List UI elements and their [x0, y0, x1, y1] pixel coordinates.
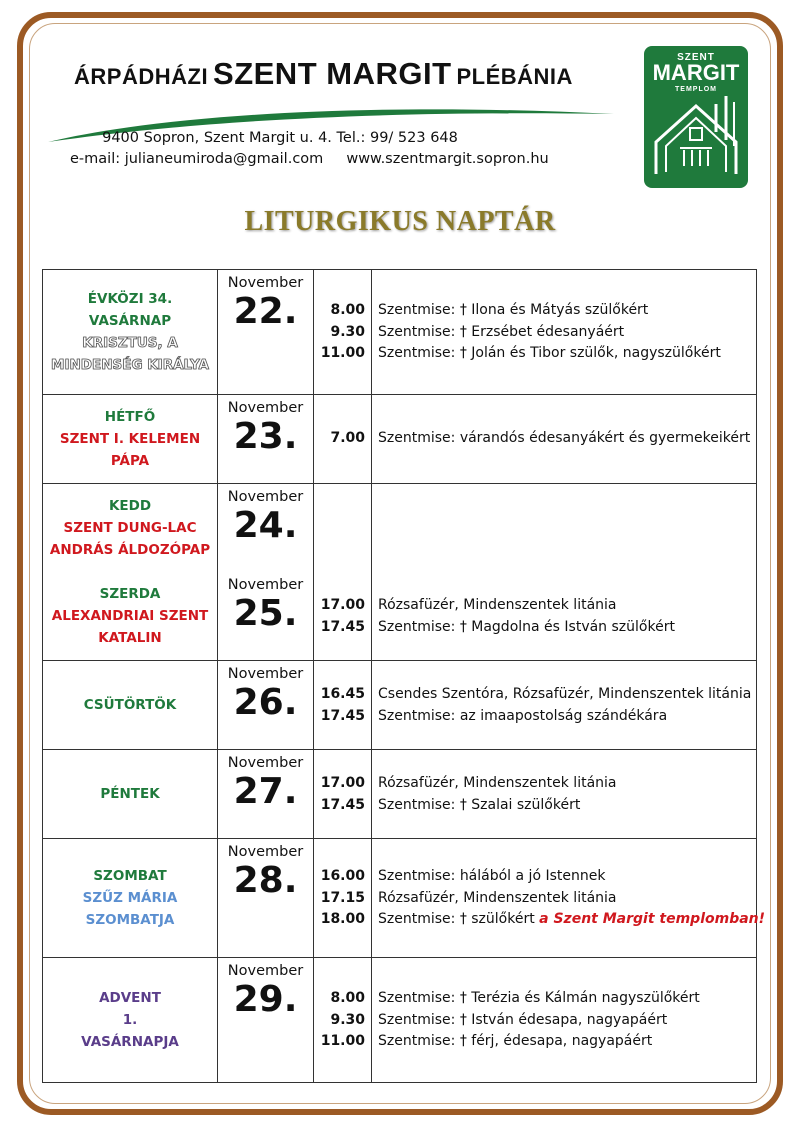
event-time: 16.00	[320, 868, 365, 884]
event-text: Csendes Szentóra, Rózsafüzér, Mindenszentek litánia	[378, 686, 752, 702]
event-cell	[372, 484, 757, 573]
event-text: Szentmise: † szülőkért	[378, 911, 535, 927]
event-text: Szentmise: † Jolán és Tibor szülők, nagyszülőkért	[378, 345, 721, 361]
month-label: November	[227, 489, 304, 505]
event-item	[372, 343, 756, 365]
calendar-row	[43, 661, 757, 750]
event-item	[372, 595, 756, 617]
event-time: 8.00	[330, 302, 365, 318]
event-cell	[372, 572, 757, 661]
event-time: 18.00	[320, 911, 365, 927]
day-name-line: MINDENSÉG KIRÁLYA	[51, 357, 209, 373]
event-text: Szentmise: † férj, édesapa, nagyapáért	[378, 1033, 653, 1049]
church-icon	[644, 46, 748, 188]
month-label: November	[227, 577, 304, 593]
day-name-line: ALEXANDRIAI SZENT	[51, 608, 209, 624]
event-item	[372, 1010, 756, 1032]
calendar-row	[43, 958, 757, 1083]
event-text: Rózsafüzér, Mindenszentek litánia	[378, 597, 617, 613]
date-cell	[218, 572, 314, 661]
parish-address: 9400 Sopron, Szent Margit u. 4. Tel.: 99/ 523 648	[102, 130, 458, 146]
date-cell	[218, 270, 314, 395]
event-time: 11.00	[320, 1033, 365, 1049]
event-time: 7.00	[330, 430, 365, 446]
calendar-row	[43, 395, 757, 484]
day-number: 27.	[233, 771, 298, 812]
day-name-cell	[43, 958, 218, 1083]
event-cell	[372, 750, 757, 839]
day-name-cell	[43, 484, 218, 573]
day-name-line: VASÁRNAPJA	[81, 1034, 179, 1050]
event-time: 17.00	[320, 597, 365, 613]
day-name-line: ANDRÁS ÁLDOZÓPAP	[49, 542, 211, 558]
date-cell	[218, 839, 314, 958]
event-cell	[372, 839, 766, 958]
event-text: Szentmise: † Terézia és Kálmán nagyszülőkért	[378, 990, 700, 1006]
logo-text-templom: TEMPLOM	[675, 86, 717, 93]
event-text: Szentmise: † Szalai szülőkért	[378, 796, 581, 813]
event-text: Szentmise: † Magdolna és István szülőkért	[378, 618, 675, 635]
event-text: Szentmise: † Ilona és Mátyás szülőkért	[378, 302, 649, 318]
calendar-row	[43, 839, 757, 958]
date-cell	[218, 958, 314, 1083]
day-name-cell	[43, 661, 218, 750]
event-time: 17.45	[320, 618, 365, 635]
day-number: 29.	[233, 979, 298, 1020]
month-label: November	[227, 400, 304, 416]
title-prefix: ÁRPÁDHÁZI	[74, 64, 209, 89]
event-time: 16.45	[320, 686, 365, 702]
event-cell	[372, 395, 757, 484]
event-time: 9.30	[330, 1011, 365, 1028]
month-label: November	[227, 963, 304, 979]
time-cell	[314, 484, 372, 573]
event-item	[372, 300, 756, 322]
event-text: Rózsafüzér, Mindenszentek litánia	[378, 889, 617, 906]
event-text: Rózsafüzér, Mindenszentek litánia	[378, 775, 617, 791]
day-name-line: 1.	[122, 1012, 138, 1028]
day-number: 28.	[233, 860, 298, 901]
event-item	[372, 706, 756, 728]
day-number: 22.	[233, 291, 298, 332]
day-name-line: SZERDA	[99, 586, 161, 602]
logo-text-szent: SZENT	[677, 52, 715, 63]
event-item	[372, 322, 756, 344]
day-name-cell	[43, 395, 218, 484]
calendar-row	[43, 270, 757, 395]
time-cell	[314, 839, 372, 958]
time-cell	[314, 661, 372, 750]
event-item	[372, 428, 756, 450]
event-time: 17.45	[320, 796, 365, 813]
date-cell	[218, 395, 314, 484]
date-cell	[218, 484, 314, 573]
day-name-line: HÉTFŐ	[104, 409, 156, 425]
event-item	[372, 795, 756, 817]
day-name-line: ÉVKÖZI 34.	[87, 291, 173, 307]
event-time: 11.00	[320, 345, 365, 361]
event-time: 8.00	[330, 990, 365, 1006]
day-name-cell	[43, 270, 218, 395]
event-text: Szentmise: várandós édesanyákért és gyermekeikért	[378, 430, 751, 446]
time-cell	[314, 270, 372, 395]
event-text: Szentmise: † Erzsébet édesanyáért	[378, 323, 625, 340]
time-cell	[314, 750, 372, 839]
day-number: 26.	[233, 682, 298, 723]
event-text: Szentmise: † István édesapa, nagyapáért	[378, 1011, 668, 1028]
calendar-row	[43, 750, 757, 839]
day-name-line: SZOMBATJA	[85, 912, 175, 928]
time-cell	[314, 958, 372, 1083]
parish-title	[74, 56, 573, 92]
date-cell	[218, 661, 314, 750]
month-label: November	[227, 666, 304, 682]
event-item	[372, 988, 756, 1010]
day-name-line: KEDD	[108, 498, 152, 514]
day-name-line: SZENT DUNG-LAC	[63, 520, 197, 536]
event-time: 17.45	[320, 707, 365, 724]
event-cell	[372, 958, 757, 1083]
day-number: 23.	[233, 416, 298, 457]
event-item	[372, 773, 756, 795]
month-label: November	[227, 844, 304, 860]
event-item	[372, 617, 756, 639]
event-text: Szentmise: hálából a jó Istennek	[378, 868, 606, 884]
time-cell	[314, 572, 372, 661]
day-name-line: SZOMBAT	[93, 868, 167, 884]
calendar-row	[43, 572, 757, 661]
event-item	[372, 684, 756, 706]
liturgical-calendar-table	[42, 269, 766, 1083]
day-name-line: KRISZTUS, A	[82, 335, 178, 351]
day-name-cell	[43, 750, 218, 839]
day-name-line: PÉNTEK	[100, 786, 160, 802]
day-name-line: VASÁRNAP	[88, 313, 172, 329]
event-item	[372, 888, 756, 910]
day-name-line: ADVENT	[99, 990, 161, 1006]
event-cell	[372, 661, 757, 750]
event-time: 17.00	[320, 775, 365, 791]
parish-contact: e-mail: julianeumiroda@gmail.com www.szentmargit.sopron.hu	[70, 151, 549, 167]
day-number: 24.	[233, 505, 298, 546]
day-name-line: CSÜTÖRTÖK	[83, 697, 177, 713]
calendar-row	[43, 484, 757, 573]
day-name-line: KATALIN	[98, 630, 162, 646]
month-label: November	[227, 755, 304, 771]
event-item	[372, 866, 756, 888]
logo-text-margit: MARGIT	[652, 60, 740, 85]
title-suffix: PLÉBÁNIA	[456, 64, 573, 89]
month-label: November	[227, 275, 304, 291]
church-logo	[644, 46, 748, 188]
title-main: SZENT MARGIT	[213, 56, 452, 91]
time-cell	[314, 395, 372, 484]
event-time: 9.30	[330, 323, 365, 340]
day-name-line: SZENT I. KELEMEN PÁPA	[59, 431, 201, 469]
event-time: 17.15	[320, 889, 365, 906]
event-item	[372, 1031, 756, 1053]
day-name-line: SZŰZ MÁRIA	[82, 890, 178, 906]
calendar-title: LITURGIKUS NAPTÁR	[244, 206, 556, 237]
event-text: Szentmise: az imaapostolság szándékára	[378, 707, 668, 724]
event-note: a Szent Margit templomban!	[539, 911, 766, 927]
day-name-cell	[43, 572, 218, 661]
event-item	[372, 909, 766, 931]
day-number: 25.	[233, 593, 298, 634]
event-cell	[372, 270, 757, 395]
date-cell	[218, 750, 314, 839]
day-name-cell	[43, 839, 218, 958]
